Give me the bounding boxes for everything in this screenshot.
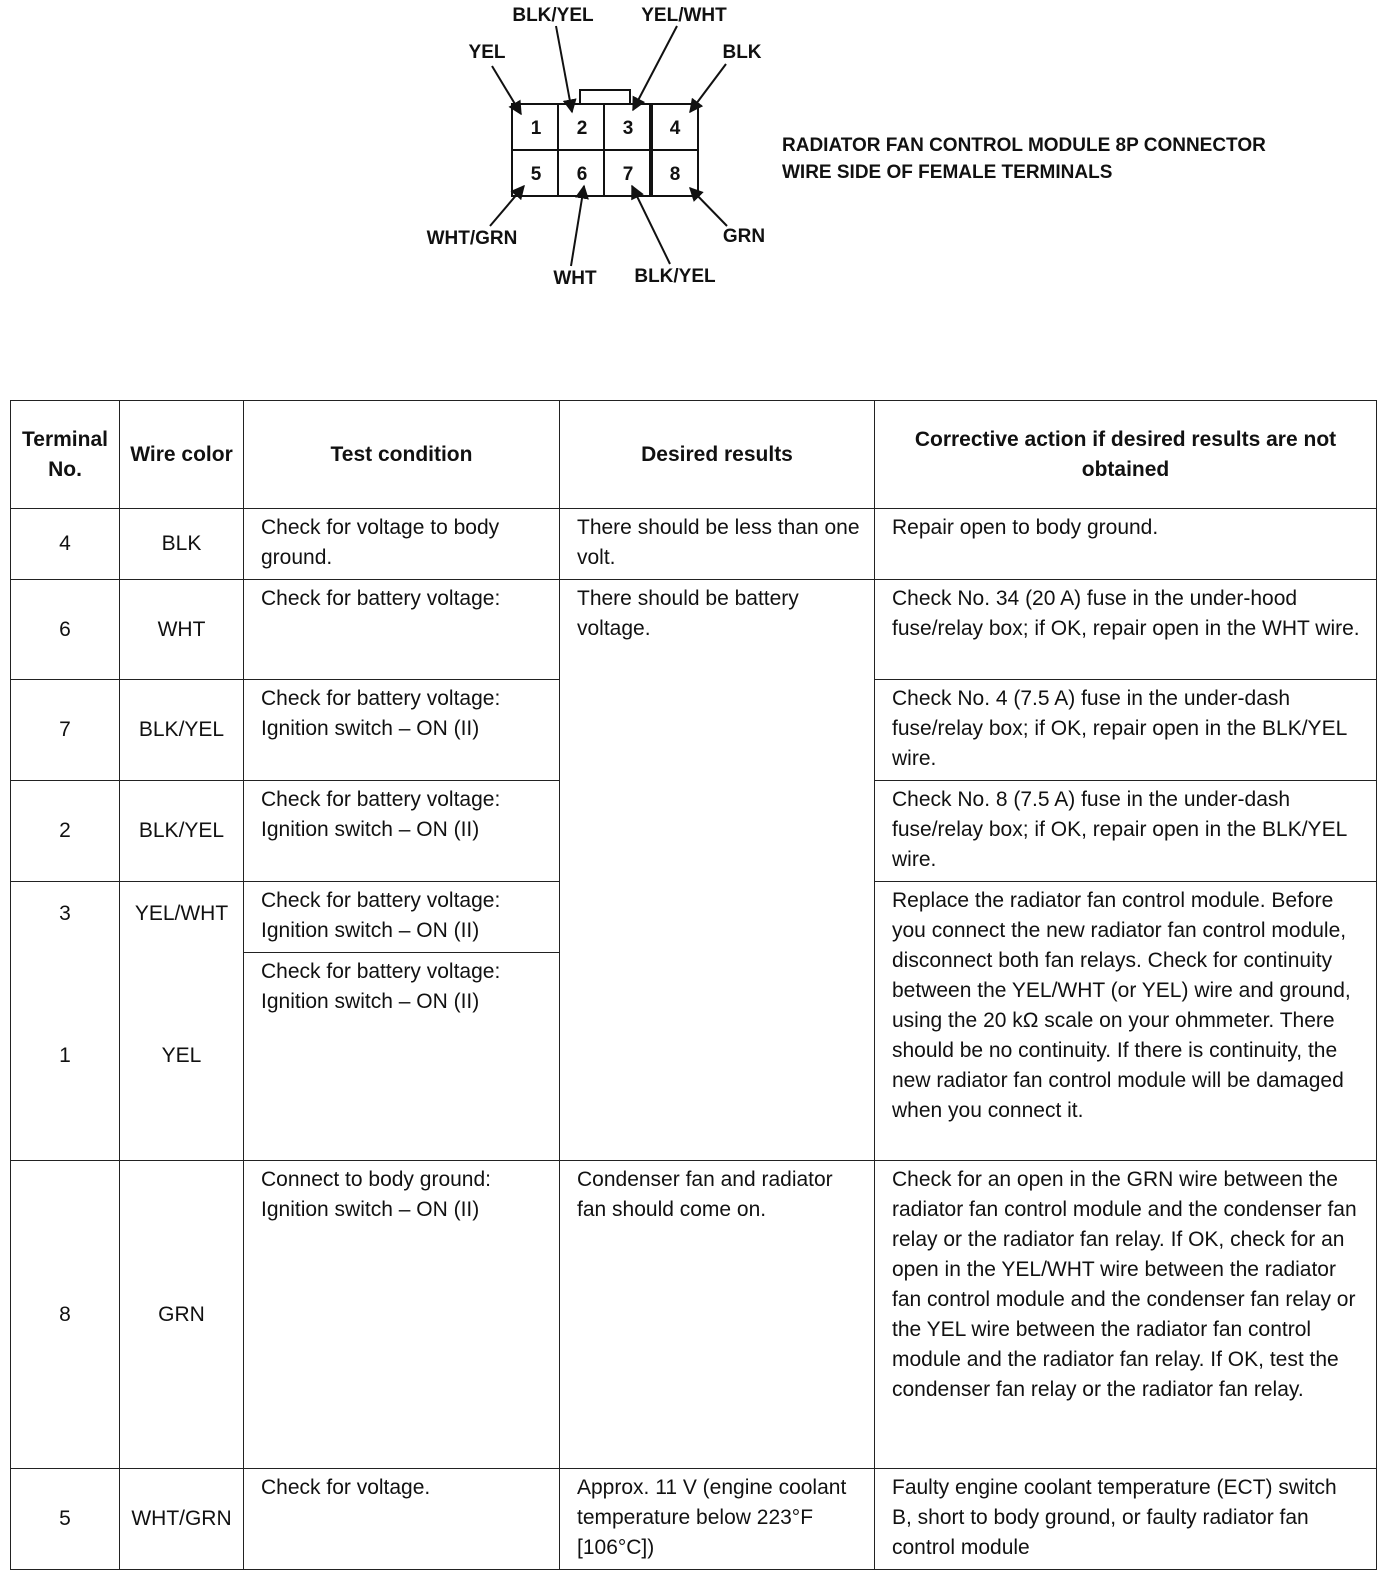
corrective-action-cell: Faulty engine coolant temperature (ECT) switch B, short to body ground, or faulty radiator fan control module	[875, 1469, 1377, 1570]
test-condition-cell: Connect to body ground: Ignition switch – ON (II)	[244, 1161, 560, 1469]
wire-label-t5: WHT/GRN	[426, 228, 518, 249]
header-corrective-action: Corrective action if desired results are not obtained	[875, 401, 1377, 509]
wire-label-t8: GRN	[722, 226, 766, 247]
table-row	[11, 580, 1377, 680]
terminal-cell: 2	[11, 781, 120, 882]
terminal-cell: 3	[11, 882, 120, 953]
terminal-cell: 1	[11, 953, 120, 1161]
table-row	[11, 1469, 1377, 1570]
test-condition-cell: Check for battery voltage:	[244, 580, 560, 680]
terminal-2-label: 2	[576, 118, 588, 139]
corrective-action-cell: Repair open to body ground.	[875, 509, 1377, 580]
wire-label-t1: YEL	[468, 42, 506, 63]
wire-color-cell: WHT	[120, 580, 244, 680]
arrow-t3	[633, 26, 677, 110]
terminal-1-label: 1	[530, 118, 542, 139]
wire-color-cell: BLK/YEL	[120, 680, 244, 781]
terminal-cell: 7	[11, 680, 120, 781]
arrow-t1	[492, 66, 521, 114]
test-condition-cell: Check for battery voltage: Ignition switch – ON (II)	[244, 882, 560, 953]
terminal-3-label: 3	[622, 118, 634, 139]
wire-color-cell: BLK	[120, 509, 244, 580]
wire-color-cell: GRN	[120, 1161, 244, 1469]
arrow-t8	[690, 188, 727, 226]
wire-color-cell: YEL/WHT	[120, 882, 244, 953]
terminal-8-label: 8	[669, 164, 681, 185]
desired-results-cell: Condenser fan and radiator fan should come on.	[560, 1161, 875, 1469]
corrective-action-cell: Check No. 34 (20 A) fuse in the under-hood fuse/relay box; if OK, repair open in the WHT wire.	[875, 580, 1377, 680]
arrow-t4	[690, 64, 726, 112]
wire-color-cell: YEL	[120, 953, 244, 1161]
desired-results-cell: There should be battery voltage.	[560, 580, 875, 1161]
wire-color-cell: WHT/GRN	[120, 1469, 244, 1570]
arrow-t7	[632, 186, 670, 264]
connector-caption	[782, 132, 1266, 186]
wire-label-t4: BLK	[722, 42, 762, 63]
arrow-t6	[571, 186, 584, 266]
header-terminal: Terminal No.	[11, 401, 120, 509]
corrective-action-cell: Check No. 8 (7.5 A) fuse in the under-dash fuse/relay box; if OK, repair open in the BLK/YEL wire.	[875, 781, 1377, 882]
terminal-cell: 6	[11, 580, 120, 680]
terminal-test-table	[10, 400, 1377, 1570]
header-test-condition: Test condition	[244, 401, 560, 509]
table-row	[11, 509, 1377, 580]
terminal-cell: 5	[11, 1469, 120, 1570]
test-condition-cell: Check for battery voltage: Ignition switch – ON (II)	[244, 680, 560, 781]
test-condition-cell: Check for voltage.	[244, 1469, 560, 1570]
terminal-5-label: 5	[530, 164, 542, 185]
test-condition-cell: Check for battery voltage: Ignition switch – ON (II)	[244, 953, 560, 1161]
table-header-row	[11, 401, 1377, 509]
terminal-cell: 8	[11, 1161, 120, 1469]
wire-label-t7: BLK/YEL	[634, 266, 716, 287]
test-condition-cell: Check for voltage to body ground.	[244, 509, 560, 580]
table-row	[11, 1161, 1377, 1469]
terminal-6-label: 6	[576, 164, 588, 185]
terminal-cell: 4	[11, 509, 120, 580]
terminal-7-label: 7	[622, 164, 634, 185]
leader-lines	[490, 26, 727, 266]
terminal-4-label: 4	[669, 118, 681, 139]
corrective-action-cell: Replace the radiator fan control module. Before you connect the new radiator fan control module, disconnect both fan relays. Check for continuity between the YEL/WHT (or YEL) wire and ground, using the 20 kΩ scale on your ohmmeter. There should be no continuity. If there is continuity, the new radiator fan control module will be damaged when you connect it.	[875, 882, 1377, 1161]
corrective-action-cell: Check for an open in the GRN wire between the radiator fan control module and the condenser fan relay or the radiator fan relay. If OK, check for an open in the YEL/WHT wire between the radiator fan control module and the condenser fan relay or the YEL wire between the radiator fan control module and the radiator fan relay. If OK, test the condenser fan relay or the radiator fan relay.	[875, 1161, 1377, 1469]
wire-label-t2: BLK/YEL	[512, 5, 594, 26]
wire-label-t3: YEL/WHT	[641, 5, 727, 26]
arrow-t2	[556, 26, 572, 112]
wire-color-cell: BLK/YEL	[120, 781, 244, 882]
header-desired-results: Desired results	[560, 401, 875, 509]
header-wire-color: Wire color	[120, 401, 244, 509]
wire-label-t6: WHT	[553, 268, 597, 289]
connector-caption-line2: WIRE SIDE OF FEMALE TERMINALS	[782, 162, 1113, 183]
corrective-action-cell: Check No. 4 (7.5 A) fuse in the under-dash fuse/relay box; if OK, repair open in the BLK/YEL wire.	[875, 680, 1377, 781]
desired-results-cell: There should be less than one volt.	[560, 509, 875, 580]
connector-caption-line1: RADIATOR FAN CONTROL MODULE 8P CONNECTOR	[782, 135, 1266, 156]
desired-results-cell: Approx. 11 V (engine coolant temperature below 223°F [106°C])	[560, 1469, 875, 1570]
test-condition-cell: Check for battery voltage: Ignition switch – ON (II)	[244, 781, 560, 882]
arrow-t5	[490, 186, 524, 226]
